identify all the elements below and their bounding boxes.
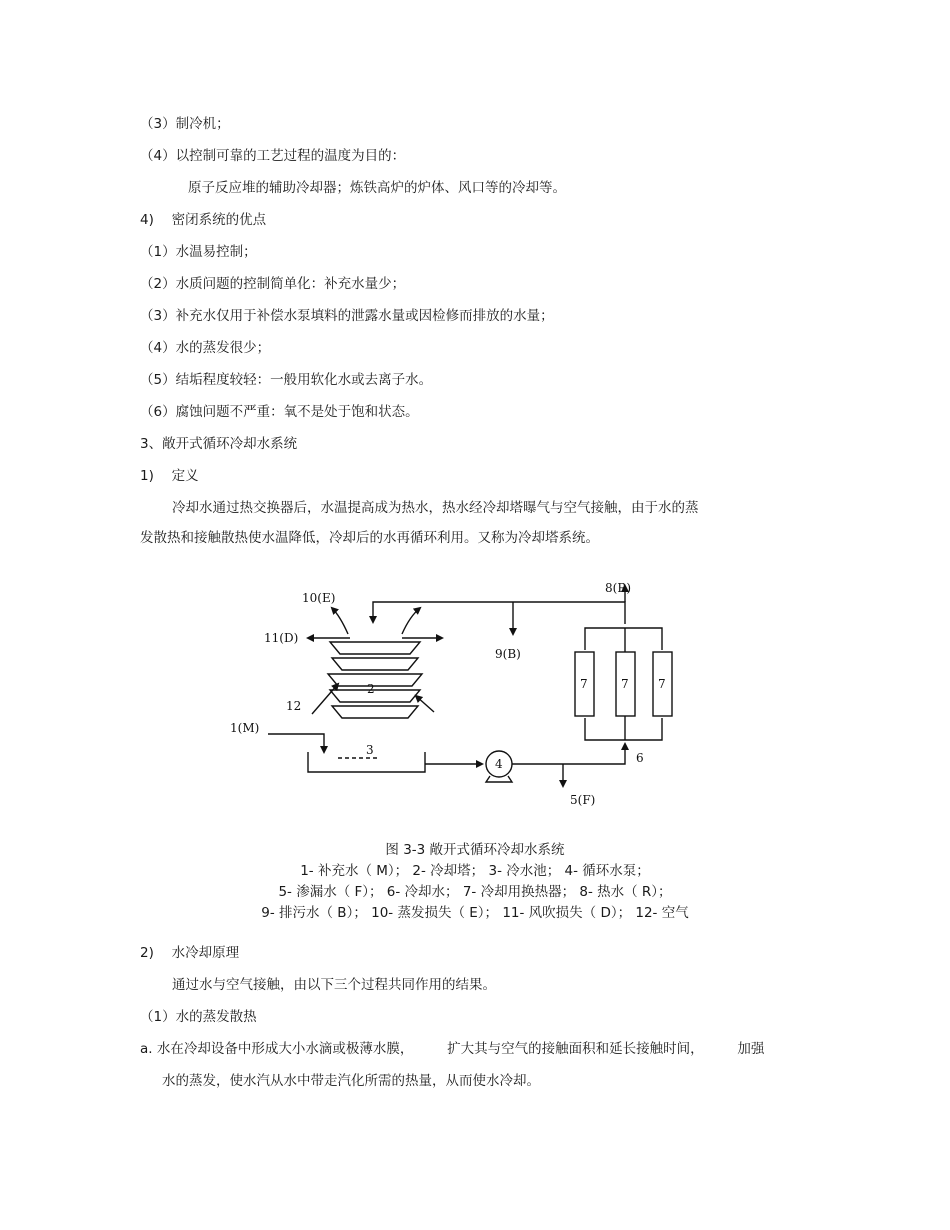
label-6: 6 — [636, 751, 644, 765]
tower-tray — [328, 674, 422, 686]
label-4: 4 — [495, 757, 503, 771]
label-5: 5(F) — [570, 793, 596, 807]
diagram-svg — [220, 572, 720, 822]
list-item-4-process-temperature: （4）以控制可靠的工艺过程的温度为目的： — [140, 148, 406, 164]
label-7c: 7 — [658, 677, 666, 691]
figure-legend-line-3: 9- 排污水（ B）； 10- 蒸发损失（ E）； 11- 风吹损失（ D）； 12- 空气 — [261, 905, 689, 921]
header-top — [585, 628, 662, 650]
evaporation-arrow — [332, 608, 348, 634]
list-item-3-refrigerator: （3）制冷机； — [140, 116, 230, 132]
principle-intro: 通过水与空气接触，由以下三个过程共同作用的结果。 — [172, 977, 496, 993]
label-7b: 7 — [621, 677, 629, 691]
evaporation-heading: （1）水的蒸发散热 — [140, 1009, 257, 1025]
tower-tray — [330, 642, 420, 654]
examples-text: 原子反应堆的辅助冷却器；炼铁高炉的炉体、风口等的冷却等。 — [188, 180, 566, 196]
definition-paragraph-line-1: 冷却水通过热交换器后，水温提高成为热水，热水经冷却塔曝气与空气接触，由于水的蒸 — [172, 500, 699, 516]
advantage-2: （2）水质问题的控制简单化：补充水量少； — [140, 276, 406, 292]
header-bottom — [585, 718, 662, 740]
label-10: 10(E) — [302, 591, 336, 605]
figure-legend-line-2: 5- 渗漏水（ F）； 6- 冷却水； 7- 冷却用换热器； 8- 热水（ R）； — [278, 884, 672, 900]
evaporation-paragraph-line-1: a. 水在冷却设备中形成大小水滴或极薄水膜， 扩大其与空气的接触面积和延长接触时间， 加强 — [140, 1041, 765, 1057]
definition-paragraph-line-2: 发散热和接触散热使水温降低，冷却后的水再循环利用。又称为冷却塔系统。 — [140, 530, 599, 546]
figure-legend-line-1: 1- 补充水（ M）； 2- 冷却塔； 3- 冷水池； 4- 循环水泵； — [300, 863, 650, 879]
label-3: 3 — [366, 743, 374, 757]
cooling-water-line — [512, 744, 625, 764]
figure-caption: 图 3-3 敞开式循环冷却水系统 — [385, 842, 565, 858]
section-heading-closed-advantages: 4) 密闭系统的优点 — [140, 212, 267, 228]
tower-tray — [332, 706, 418, 718]
tower-tray — [332, 658, 418, 670]
label-8: 8(R) — [605, 581, 632, 595]
label-9: 9(B) — [495, 647, 521, 661]
evaporation-arrow — [402, 608, 420, 634]
evaporation-paragraph-line-2: 水的蒸发，使水汽从水中带走汽化所需的热量，从而使水冷却。 — [162, 1073, 540, 1089]
subheading-definition: 1) 定义 — [140, 468, 199, 484]
section-heading-open-system: 3、敞开式循环冷却水系统 — [140, 436, 298, 452]
label-11: 11(D) — [264, 631, 299, 645]
makeup-water-line — [268, 734, 324, 752]
advantage-6: （6）腐蚀问题不严重：氧不是处于饱和状态。 — [140, 404, 419, 420]
label-1: 1(M) — [230, 721, 260, 735]
advantage-5: （5）结垢程度较轻：一般用软化水或去离子水。 — [140, 372, 433, 388]
subheading-cooling-principle: 2) 水冷却原理 — [140, 945, 240, 961]
hot-water-line — [373, 602, 625, 624]
air-inlet-arrow — [416, 696, 434, 712]
advantage-4: （4）水的蒸发很少； — [140, 340, 271, 356]
advantage-3: （3）补充水仅用于补偿水泵填料的泄露水量或因检修而排放的水量； — [140, 308, 554, 324]
label-7a: 7 — [580, 677, 588, 691]
label-2: 2 — [367, 682, 375, 696]
advantage-1: （1）水温易控制； — [140, 244, 257, 260]
tower-tray — [330, 690, 420, 702]
cooling-system-diagram — [220, 572, 720, 822]
label-12: 12 — [286, 699, 302, 713]
